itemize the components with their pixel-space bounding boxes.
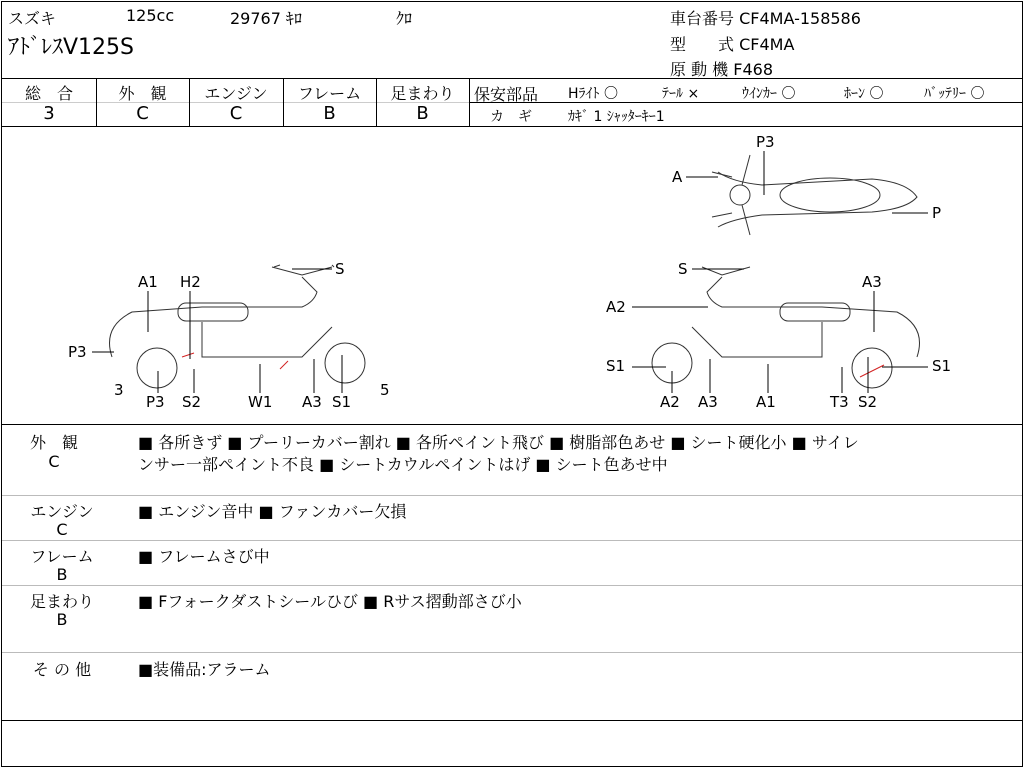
divider bbox=[469, 78, 470, 126]
label-s1-left: S1 bbox=[332, 393, 352, 411]
label-a3-left: A3 bbox=[302, 393, 322, 411]
safety-tail: ﾃｰﾙ × bbox=[662, 86, 700, 102]
label-w1: W1 bbox=[248, 393, 273, 411]
maker: スズキ bbox=[8, 9, 57, 28]
detail-frame-text: ■ フレームさび中 bbox=[138, 547, 270, 566]
displacement: 125cc bbox=[126, 6, 175, 25]
divider bbox=[2, 540, 1022, 541]
label-a3-right: A3 bbox=[698, 393, 718, 411]
safety-headlight: Hﾗｲﾄ 〇 bbox=[568, 86, 618, 102]
safety-label: 保安部品 bbox=[474, 85, 539, 104]
detail-frame-label: フレーム bbox=[30, 547, 94, 566]
model-name: ｱﾄﾞﾚｽV125S bbox=[8, 35, 135, 60]
mileage: 29767 ｷﾛ bbox=[230, 9, 303, 28]
label-a-top: A bbox=[672, 168, 683, 186]
color: ｸﾛ bbox=[396, 9, 413, 28]
label-s-right: S bbox=[678, 260, 688, 278]
detail-engine-text: ■ エンジン音中 ■ ファンカバー欠損 bbox=[138, 502, 407, 521]
type: 型 式 CF4MA bbox=[670, 35, 795, 54]
inspection-sheet bbox=[1, 1, 1023, 767]
detail-other-label: そ の 他 bbox=[32, 660, 92, 679]
detail-other-text: ■装備品:アラーム bbox=[138, 660, 271, 679]
key-value: ｶｷﾞ 1 ｼｬｯﾀｰｷｰ1 bbox=[568, 109, 665, 125]
label-t3: T3 bbox=[830, 393, 849, 411]
engine-label: エンジン bbox=[204, 84, 268, 103]
overall-value: 3 bbox=[43, 103, 55, 124]
key-label: カ ギ bbox=[490, 109, 532, 125]
label-p3-left: P3 bbox=[68, 343, 87, 361]
label-a1: A1 bbox=[138, 273, 158, 291]
label-3: 3 bbox=[114, 381, 124, 399]
detail-exterior-grade: C bbox=[48, 452, 60, 471]
top-view bbox=[712, 155, 917, 235]
exterior-value: C bbox=[136, 103, 149, 124]
frame-value: B bbox=[323, 103, 336, 124]
detail-suspension-grade: B bbox=[56, 610, 68, 629]
label-p-top: P bbox=[932, 204, 942, 222]
detail-exterior-text: ■ 各所きず ■ プーリーカバー割れ ■ 各所ペイント飛び ■ 樹脂部色あせ ■ シート硬化小 ■ サイレ bbox=[138, 433, 859, 452]
label-h2: H2 bbox=[180, 273, 201, 291]
label-a3-right-top: A3 bbox=[862, 273, 882, 291]
safety-battery: ﾊﾞｯﾃﾘｰ 〇 bbox=[924, 86, 985, 102]
divider bbox=[2, 78, 1022, 79]
label-p3-top: P3 bbox=[756, 133, 775, 151]
label-5: 5 bbox=[380, 381, 390, 399]
overall-label: 総 合 bbox=[24, 84, 73, 103]
suspension-label: 足まわり bbox=[390, 84, 455, 103]
label-s1-right: S1 bbox=[932, 357, 952, 375]
label-s-left: S bbox=[335, 260, 345, 278]
frame-label: フレーム bbox=[297, 84, 362, 103]
detail-exterior-label: 外 観 bbox=[29, 433, 78, 452]
detail-suspension-label: 足まわり bbox=[29, 592, 94, 611]
detail-engine-label: エンジン bbox=[30, 502, 94, 521]
safety-winker: ｳｲﾝｶｰ 〇 bbox=[742, 86, 796, 102]
exterior-label: 外 観 bbox=[118, 84, 167, 103]
divider bbox=[2, 495, 1022, 496]
label-a2-bottom: A2 bbox=[660, 393, 680, 411]
detail-engine-grade: C bbox=[56, 520, 68, 539]
label-a1-right: A1 bbox=[756, 393, 776, 411]
detail-suspension-text: ■ Fフォークダストシールひび ■ Rサス摺動部さび小 bbox=[138, 592, 522, 611]
suspension-value: B bbox=[416, 103, 429, 124]
divider bbox=[2, 652, 1022, 653]
label-p3-bottom: P3 bbox=[146, 393, 165, 411]
safety-horn: ﾎｰﾝ 〇 bbox=[844, 86, 884, 102]
label-s2-right: S2 bbox=[858, 393, 878, 411]
label-s1-right-left: S1 bbox=[606, 357, 626, 375]
label-a2-right-top: A2 bbox=[606, 298, 626, 316]
divider bbox=[2, 424, 1022, 425]
detail-exterior-text2: ンサー一部ペイント不良 ■ シートカウルペイントはげ ■ シート色あせ中 bbox=[138, 455, 668, 474]
engine-value: C bbox=[229, 103, 243, 124]
engine-type: 原 動 機 F468 bbox=[670, 60, 774, 79]
frame-no: 車台番号 CF4MA-158586 bbox=[670, 9, 861, 28]
detail-frame-grade: B bbox=[56, 565, 68, 584]
divider bbox=[2, 720, 1022, 721]
divider bbox=[2, 585, 1022, 586]
label-s2: S2 bbox=[182, 393, 202, 411]
scooter-diagram bbox=[2, 127, 1022, 425]
